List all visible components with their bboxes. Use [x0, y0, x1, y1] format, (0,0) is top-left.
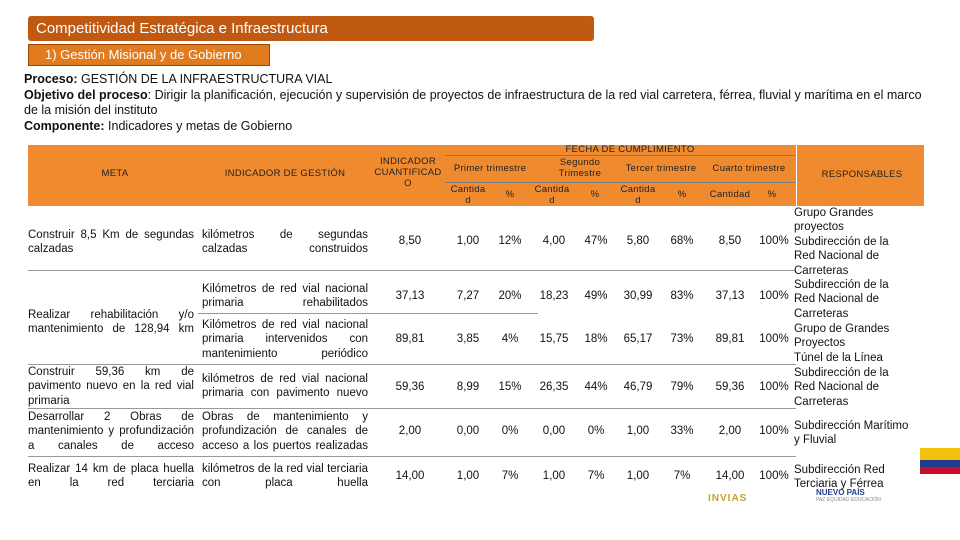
nuevo-pais-text: NUEVO PAÍS [816, 488, 865, 497]
header-cuantificado-l3: O [404, 178, 412, 189]
header-cantidad-2-l2: d [549, 195, 555, 206]
process-line [24, 72, 924, 88]
q2-value: 1,00 [542, 470, 566, 482]
responsable-line: Red Nacional de [794, 293, 880, 306]
header-cantidad-1 [448, 184, 488, 206]
nuevo-pais-logo [816, 488, 896, 510]
header-responsables: RESPONSABLES [821, 169, 903, 180]
q2-value: 26,35 [539, 381, 569, 393]
q4-value: 59,36 [715, 381, 745, 393]
q1-value: 1,00 [456, 470, 480, 482]
quantified-value: 14,00 [395, 470, 425, 482]
header-segundo [540, 157, 620, 179]
flag-stripe-red [920, 467, 960, 474]
responsable-line: Subdirección Red [794, 464, 885, 476]
header-cantidad-3-l1: Cantida [620, 184, 656, 195]
responsable-line: Grupo Grandes [794, 207, 874, 219]
row-separator [28, 270, 796, 271]
header-cantidad-3 [618, 184, 658, 206]
process-info [24, 72, 924, 134]
q1-pct: 12% [498, 235, 522, 247]
quantified-value: 2,00 [398, 425, 422, 437]
q3-pct: 68% [670, 235, 694, 247]
meta-cell: Construir 8,5 Km de segundas calzadas [28, 229, 194, 256]
q3-value: 30,99 [623, 290, 653, 302]
header-cantidad-4: Cantidad [709, 189, 751, 200]
header-pct-2: % [590, 189, 600, 200]
q3-value: 1,00 [626, 470, 650, 482]
header-primer: Primer trimestre [453, 163, 527, 174]
q4-pct: 100% [759, 381, 789, 393]
header-cantidad-3-l2: d [635, 195, 641, 206]
header-pct-4: % [767, 189, 777, 200]
responsable-line: Subdirección de la [794, 235, 889, 248]
header-tercer: Tercer trimestre [625, 163, 697, 174]
q1-value: 1,00 [456, 235, 480, 247]
indicator-cell: Kilómetros de red vial nacional primaria rehabilitados [202, 283, 368, 310]
header-meta: META [101, 168, 129, 179]
q3-value: 46,79 [623, 381, 653, 393]
meta-cell: Desarrollar 2 Obras de mantenimiento y profundización a canales de acceso [28, 411, 194, 452]
q3-value: 1,00 [626, 425, 650, 437]
quantified-value: 59,36 [395, 381, 425, 393]
objective-label: Objetivo del proceso [24, 87, 148, 102]
header-cantidad-1-l1: Cantida [450, 184, 486, 195]
responsable-line: proyectos [794, 221, 844, 234]
indicator-cell: Kilómetros de red vial nacional primaria intervenidos con mantenimiento periódico [202, 319, 368, 360]
responsable-line: Carreteras [794, 307, 849, 320]
q3-pct: 7% [673, 470, 691, 482]
responsable-2 [794, 278, 924, 321]
invias-logo [708, 488, 768, 508]
q1-value: 0,00 [456, 425, 480, 437]
indicator-cell: kilómetros de red vial nacional primaria con pavimento nuevo [202, 373, 368, 400]
q4-pct: 100% [759, 290, 789, 302]
q2-pct: 44% [584, 381, 608, 393]
responsable-line: Grupo de Grandes [794, 323, 890, 335]
header-pct-3: % [677, 189, 687, 200]
q2-value: 0,00 [542, 425, 566, 437]
q3-pct: 73% [670, 333, 694, 345]
responsable-line: Carreteras [794, 395, 849, 408]
section-title: Competitividad Estratégica e Infraestructura [28, 16, 594, 41]
quantified-value: 89,81 [395, 333, 425, 345]
meta-cell: Construir 59,36 km de pavimento nuevo en la red vial primaria [28, 366, 194, 407]
header-cuantificado [368, 156, 448, 189]
q2-value: 15,75 [539, 333, 569, 345]
q2-pct: 7% [587, 470, 605, 482]
indicator-cell: kilómetros de la red vial terciaria con placa huella [202, 463, 368, 490]
q4-value: 8,50 [718, 235, 742, 247]
responsable-line: Terciaria y Férrea [794, 478, 884, 491]
flag-stripe-blue [920, 460, 960, 467]
q1-pct: 15% [498, 381, 522, 393]
responsable-4 [794, 366, 924, 409]
quantified-value: 8,50 [398, 235, 422, 247]
nuevo-pais-sub: PAZ EQUIDAD EDUCACIÓN [816, 497, 881, 503]
flag-stripe-yellow [920, 448, 960, 460]
quantified-value: 37,13 [395, 290, 425, 302]
q3-pct: 79% [670, 381, 694, 393]
header-segundo-l2: Trimestre [558, 168, 602, 179]
component-label: Componente: [24, 118, 105, 133]
section-subtitle: 1) Gestión Misional y de Gobierno [28, 44, 270, 66]
header-cuantificado-l1: INDICADOR [379, 156, 436, 167]
q2-pct: 0% [587, 425, 605, 437]
row-separator [28, 456, 796, 457]
responsable-3 [794, 322, 924, 365]
header-pct-1: % [505, 189, 515, 200]
meta-cell: Realizar 14 km de placa huella en la red terciaria [28, 463, 194, 490]
q3-value: 5,80 [626, 235, 650, 247]
q4-value: 37,13 [715, 290, 745, 302]
q3-pct: 33% [670, 425, 694, 437]
q1-value: 3,85 [456, 333, 480, 345]
responsable-5 [794, 419, 924, 448]
indicator-cell: Obras de mantenimiento y profundización de canales de acceso a los puertos realizadas [202, 411, 368, 452]
header-cantidad-2 [532, 184, 572, 206]
process-value: GESTIÓN DE LA INFRAESTRUCTURA VIAL [80, 72, 333, 86]
responsable-line: Carreteras [794, 264, 849, 277]
q1-value: 7,27 [456, 290, 480, 302]
q1-pct: 4% [501, 333, 519, 345]
responsable-line: Proyectos [794, 337, 846, 350]
q2-value: 18,23 [539, 290, 569, 302]
responsable-1 [794, 206, 924, 278]
header-fecha: FECHA DE CUMPLIMIENTO [565, 144, 695, 155]
header-cuarto: Cuarto trimestre [712, 163, 786, 174]
q4-pct: 100% [759, 235, 789, 247]
meta-cell: Realizar rehabilitación y/o mantenimiento de 128,94 km [28, 309, 194, 336]
header-cuantificado-l2: CUANTIFICAD [374, 167, 442, 178]
responsable-line: Red Nacional de [794, 250, 880, 263]
header-cantidad-2-l1: Cantida [534, 184, 570, 195]
q3-pct: 83% [670, 290, 694, 302]
header-segundo-l1: Segundo [559, 157, 601, 168]
q3-value: 65,17 [623, 333, 653, 345]
header-cantidad-1-l2: d [465, 195, 471, 206]
header-indicador: INDICADOR DE GESTIÓN [224, 168, 346, 179]
q4-pct: 100% [759, 333, 789, 345]
responsable-line: Red Nacional de [794, 381, 880, 394]
objective-value: : Dirigir la planificación, ejecución y supervisión de proyectos de infraestructura de la red vial carretera, férrea, fluvial y marítima en el marco de la misión del instituto [24, 87, 922, 117]
responsable-line: Túnel de la Línea [794, 351, 883, 364]
q1-value: 8,99 [456, 381, 480, 393]
responsable-line: Subdirección Marítimo [794, 420, 909, 432]
q1-pct: 0% [501, 425, 519, 437]
q4-value: 2,00 [718, 425, 742, 437]
q1-pct: 20% [498, 290, 522, 302]
objective-line [24, 88, 924, 119]
indicator-cell: kilómetros de segundas calzadas construidos [202, 229, 368, 256]
responsable-line: Subdirección de la [794, 279, 889, 291]
q2-pct: 47% [584, 235, 608, 247]
q4-pct: 100% [759, 425, 789, 437]
process-label: Proceso: [24, 72, 78, 86]
q4-pct: 100% [759, 470, 789, 482]
invias-logo-text: INVIAS [708, 493, 748, 504]
q2-pct: 18% [584, 333, 608, 345]
q1-pct: 7% [501, 470, 519, 482]
row-separator [198, 313, 538, 314]
component-value: Indicadores y metas de Gobierno [108, 118, 293, 133]
responsable-line: Subdirección de la [794, 367, 889, 379]
component-line [24, 119, 924, 135]
q4-value: 14,00 [715, 470, 745, 482]
q2-value: 4,00 [542, 235, 566, 247]
responsable-line: y Fluvial [794, 434, 837, 447]
q2-pct: 49% [584, 290, 608, 302]
q4-value: 89,81 [715, 333, 745, 345]
